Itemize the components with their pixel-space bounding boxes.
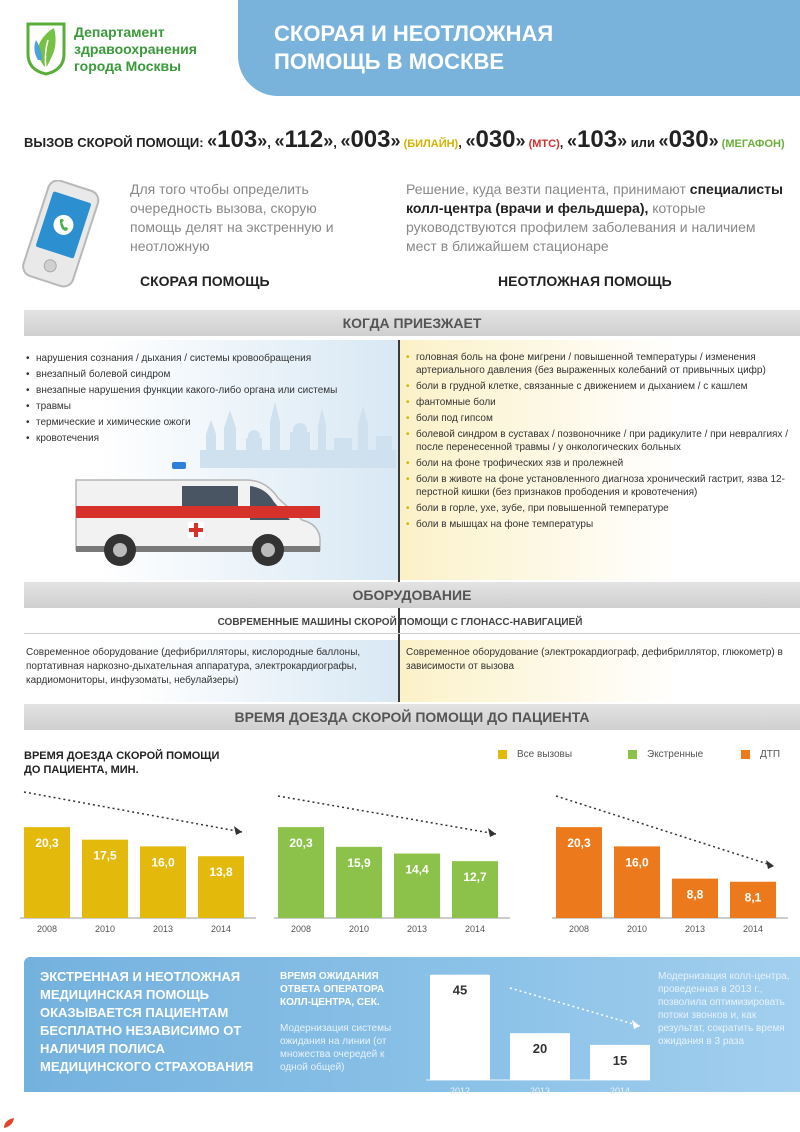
- department-line: Департамент: [74, 24, 165, 40]
- data-label: 16,0: [625, 855, 649, 870]
- smartphone-icon: [22, 180, 102, 292]
- column-head-emergency: СКОРАЯ ПОМОЩЬ: [140, 273, 270, 289]
- separator: [24, 633, 800, 634]
- tick-label: 2014: [742, 924, 764, 934]
- legend-item: [741, 749, 780, 760]
- trend-arrow: [24, 792, 242, 832]
- list-item: • боли в мышцах на фоне температуры: [406, 518, 792, 531]
- intro-right: [406, 180, 786, 256]
- kremlin-skyline-icon: [200, 398, 396, 468]
- legend-label: Все вызовы: [517, 749, 573, 760]
- call-number: 103: [577, 126, 618, 153]
- trend-arrow-head: [488, 828, 496, 837]
- header: [0, 0, 800, 100]
- operator-megafon: (МЕГАФОН): [718, 138, 785, 150]
- list-item: • травмы: [26, 399, 386, 415]
- data-label: 8,8: [686, 887, 704, 902]
- tick-label: 2013: [406, 924, 428, 934]
- call-number: 030: [475, 126, 516, 153]
- legend-item: [498, 749, 572, 760]
- department-line: здравоохранения: [74, 41, 197, 57]
- wait-time-note: Модернизация системы ожидания на линии (от множества очередей к одной общей): [280, 1023, 392, 1073]
- tick-label: 2008: [36, 924, 58, 934]
- corner-leaf-icon: [2, 1116, 16, 1130]
- call-label: ВЫЗОВ СКОРОЙ ПОМОЩИ:: [24, 135, 208, 150]
- call-number: 003: [350, 126, 391, 153]
- list-item: • боли в горле, ухе, зубе, при повышенной температуре: [406, 502, 792, 515]
- chart-all-calls: [20, 790, 250, 945]
- tick-label: 2008: [290, 924, 312, 934]
- data-label: 20: [532, 1041, 548, 1057]
- leaf-emblem-icon: [24, 20, 68, 76]
- legend-label: ДТП: [760, 749, 781, 760]
- chart-accidents: [552, 790, 782, 945]
- wait-time-title: ВРЕМЯ ОЖИДАНИЯ ОТВЕТА ОПЕРАТОРА КОЛЛ-ЦЕНТРА, СЕК.: [280, 971, 385, 1008]
- column-head-urgent: НЕОТЛОЖНАЯ ПОМОЩЬ: [498, 273, 672, 289]
- data-label: 45: [452, 982, 468, 998]
- data-label: 8,1: [744, 890, 762, 905]
- tick-label: 2013: [152, 924, 174, 934]
- tick-label: 2014: [464, 924, 486, 934]
- chart-emergency: [274, 790, 504, 945]
- operator-beeline: (БИЛАЙН): [400, 138, 459, 150]
- intro-right-bold: специалисты колл-центра (врачи и фельдшера),: [406, 181, 783, 216]
- tick-label: 2014: [210, 924, 232, 934]
- tick-label: 2010: [348, 924, 370, 934]
- call-number: 112: [284, 126, 324, 153]
- chart-title-line: ДО ПАЦИЕНТА, МИН.: [24, 764, 139, 776]
- call-numbers: ВЫЗОВ СКОРОЙ ПОМОЩИ: «103», «112», «003» (БИЛАЙН), «030» (МТС), «103» или «030» (МЕГАФОН): [24, 126, 785, 153]
- department-line: города Москвы: [74, 58, 182, 74]
- section-when: КОГДА ПРИЕЗЖАЕТ: [24, 310, 800, 336]
- chart-title-line: ВРЕМЯ ДОЕЗДА СКОРОЙ ПОМОЩИ: [24, 750, 220, 762]
- list-item: • боли на фоне трофических язв и пролежней: [406, 457, 792, 470]
- list-item: • боли в грудной клетке, связанные с движением и дыханием / с кашлем: [406, 380, 792, 393]
- list-item: • фантомные боли: [406, 396, 792, 409]
- tick-label: 2013: [684, 924, 706, 934]
- tick-label: 2013: [529, 1086, 551, 1096]
- data-label: 15: [612, 1052, 628, 1068]
- list-item: • боли в животе на фоне установленного диагноза хронический гастрит, язва 12-перстной кишки (без признаков прободения и кровотечения): [406, 473, 792, 499]
- intro-right-post: которые руководствуются профилем заболевания и наличием мест в ближайшем стационаре: [406, 200, 756, 254]
- list-item: • болевой синдром в суставах / позвоночнике / при радикулите / при невралгиях / после перенесенной травмы / у онкологических больных: [406, 428, 792, 454]
- chart-wait-time: [414, 968, 650, 1101]
- tick-label: 2014: [609, 1086, 631, 1096]
- urgent-conditions: [406, 351, 792, 534]
- tick-label: 2008: [568, 924, 590, 934]
- data-label: 20,3: [35, 836, 59, 851]
- section-equipment: ОБОРУДОВАНИЕ: [24, 582, 800, 608]
- trend-arrow-head: [632, 1020, 640, 1029]
- list-item: • кровотечения: [26, 431, 386, 447]
- legend-swatch: [628, 750, 637, 759]
- free-care-message: ЭКСТРЕННАЯ И НЕОТЛОЖНАЯ МЕДИЦИНСКАЯ ПОМОЩЬ ОКАЗЫВАЕТСЯ ПАЦИЕНТАМ БЕСПЛАТНО НЕЗАВИСИМО ОТ НАЛИЧИЯ ПОЛИСА МЕДИЦИНСКОГО СТРАХОВАНИЯ: [40, 969, 254, 1074]
- data-label: 15,9: [347, 855, 371, 870]
- tick-label: 2010: [94, 924, 116, 934]
- list-item: • боли под гипсом: [406, 412, 792, 425]
- equipment-emergency: Современное оборудование (дефибрилляторы, кислородные баллоны, портативная наркозно-дыхательная аппаратура, электрокардиографы, кардиомониторы, инфузоматы, небулайзеры): [26, 647, 361, 686]
- ambulance-icon: [70, 462, 330, 570]
- list-item: • головная боль на фоне мигрени / повышенной температуры / изменения артериального давления (без выраженных колебаний от привычных цифр): [406, 351, 792, 377]
- data-label: 20,3: [567, 836, 591, 851]
- data-label: 16,0: [151, 855, 175, 870]
- call-number: 103: [217, 126, 258, 153]
- equipment-urgent: Современное оборудование (электрокардиограф, дефибриллятор, глюкометр) в зависимости от вызова: [406, 647, 783, 672]
- data-label: 14,4: [405, 862, 429, 877]
- data-label: 17,5: [93, 848, 117, 863]
- title-banner: [238, 0, 800, 96]
- title-line: СКОРАЯ И НЕОТЛОЖНАЯ: [274, 21, 554, 46]
- list-item: • термические и химические ожоги: [26, 415, 386, 431]
- trend-arrow-head: [766, 860, 774, 869]
- trend-arrow-head: [234, 826, 242, 835]
- data-label: 20,3: [289, 836, 313, 851]
- trend-arrow: [510, 988, 640, 1026]
- legend-item: [628, 749, 703, 760]
- or-word: или: [627, 135, 659, 150]
- tick-label: 2012: [449, 1086, 471, 1096]
- tick-label: 2010: [626, 924, 648, 934]
- data-label: 12,7: [463, 870, 487, 885]
- page-title: [274, 20, 553, 76]
- equipment-subtitle: СОВРЕМЕННЫЕ МАШИНЫ СКОРОЙ ПОМОЩИ С ГЛОНАСС-НАВИГАЦИЕЙ: [217, 617, 583, 628]
- section-travel-time: ВРЕМЯ ДОЕЗДА СКОРОЙ ПОМОЩИ ДО ПАЦИЕНТА: [24, 704, 800, 730]
- list-item: • внезапные нарушения функции какого-либо органа или системы: [26, 383, 386, 399]
- operator-mts: (МТС): [525, 138, 560, 150]
- list-item: • внезапный болевой синдром: [26, 367, 386, 383]
- intro-right-pre: Решение, куда везти пациента, принимают: [406, 181, 690, 197]
- department-name: [74, 24, 197, 75]
- data-label: 13,8: [209, 865, 233, 880]
- legend-swatch: [741, 750, 750, 759]
- chart-title: [24, 749, 219, 777]
- title-line: ПОМОЩЬ В МОСКВЕ: [274, 49, 505, 74]
- legend-swatch: [498, 750, 507, 759]
- list-item: • нарушения сознания / дыхания / системы кровообращения: [26, 351, 386, 367]
- modernization-note: Модернизация колл-центра, проведенная в 2013 г., позволила оптимизировать потоки звонков и, как результат, сократить время ожидания в 3 раза: [658, 971, 790, 1047]
- legend-label: Экстренные: [647, 749, 704, 760]
- call-number: 030: [668, 126, 709, 153]
- intro-left: Для того чтобы определить очередность вызова, скорую помощь делят на экстренную и неотложную: [130, 181, 334, 254]
